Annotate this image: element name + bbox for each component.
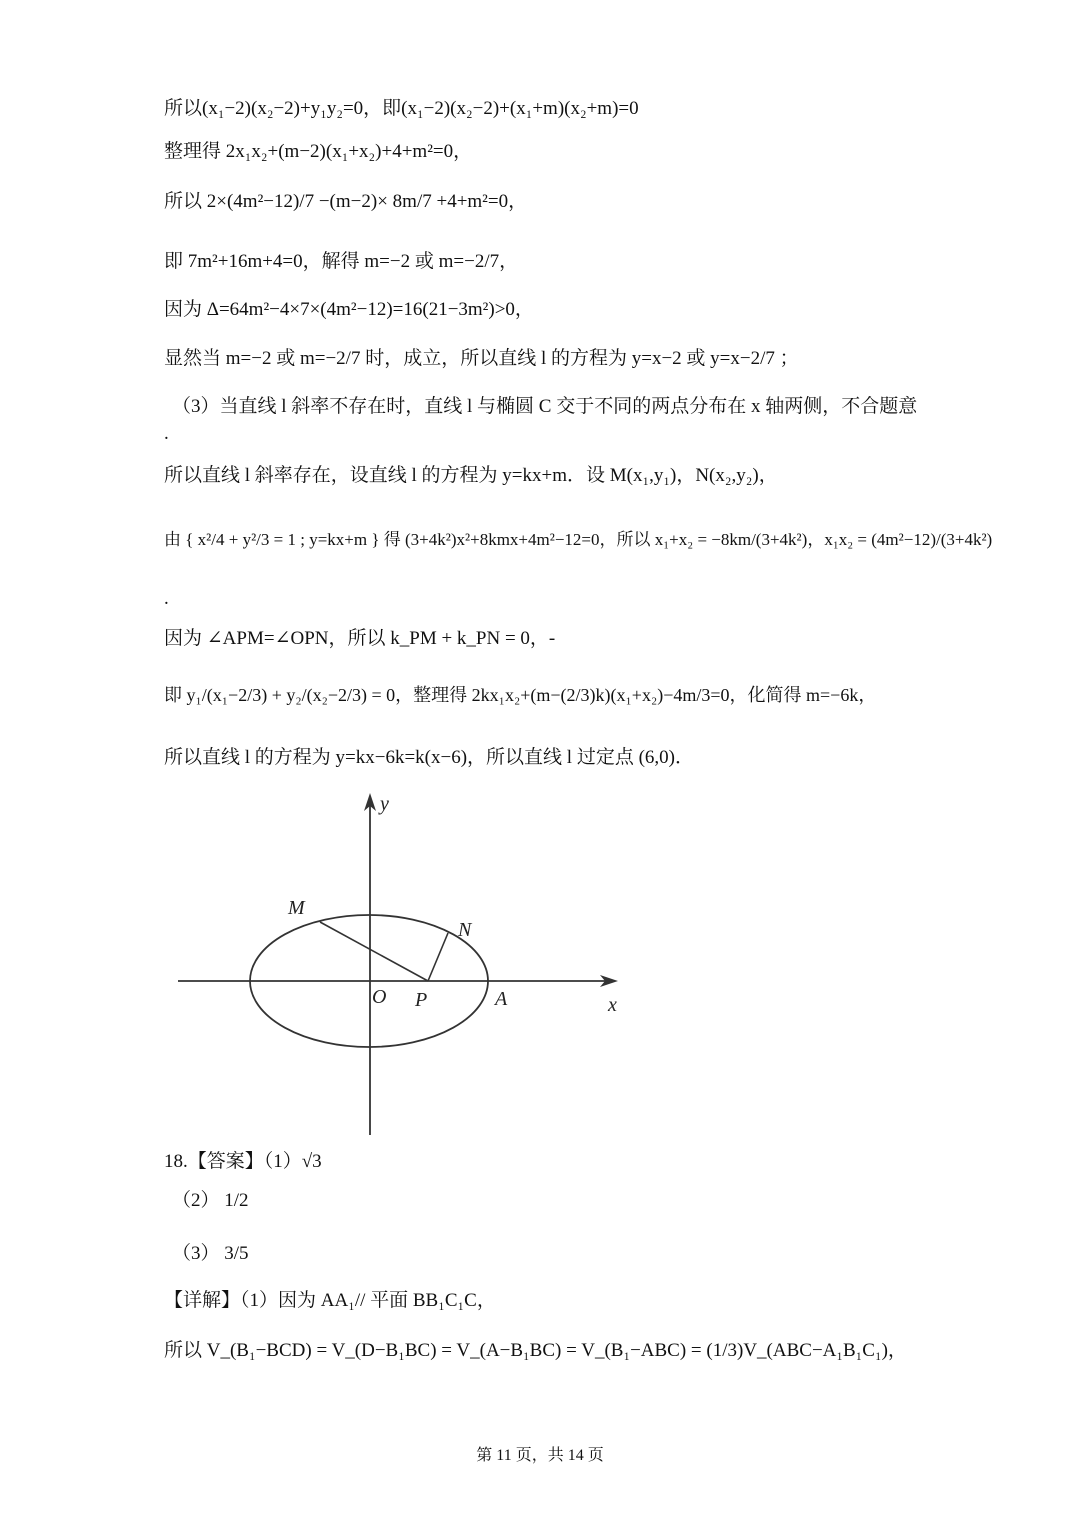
label-p: P: [415, 989, 428, 1011]
text-line: 整理得 2x₁x₂+(m−2)(x₁+x₂)+4+m²=0，: [164, 141, 473, 162]
text-line: .: [164, 423, 169, 444]
detail-heading: 【详解】（1）因为 AA₁// 平面 BB₁C₁C，: [164, 1290, 496, 1311]
answer-heading: 18.【答案】（1）√3: [164, 1151, 322, 1172]
text-line: 所以 2×(4m²−12)/7 −(m−2)× 8m/7 +4+m²=0，: [164, 191, 528, 212]
text-line: 即 y₁/(x₁−2/3) + y₂/(x₂−2/3) = 0，整理得 2kx₁x₂+(m−(2/3)k)(x₁+x₂)−4m/3=0，化简得 m=−6k，: [164, 685, 877, 705]
text-line: 因为 Δ=64m²−4×7×(4m²−12)=16(21−3m²)>0，: [164, 299, 534, 320]
label-y: y: [380, 793, 389, 815]
text-line: 由 { x²/4 + y²/3 = 1 ; y=kx+m } 得 (3+4k²)x²+8kmx+4m²−12=0，所以 x₁+x₂ = −8km/(3+4k²)，x₁x₂ = (4m²−12)/(3+4k²): [164, 530, 993, 549]
text-line: 所以 V_(B₁−BCD) = V_(D−B₁BC) = V_(A−B₁BC) = V_(B₁−ABC) = (1/3)V_(ABC−A₁B₁C₁)，: [164, 1340, 907, 1361]
label-o: O: [372, 986, 387, 1008]
text-line: 因为 ∠APM=∠OPN，所以 k_PM + k_PN = 0，-: [164, 628, 556, 649]
segment-pm: [320, 922, 428, 981]
label-n: N: [458, 919, 472, 941]
segment-pn: [428, 933, 448, 981]
answer-part-2: （2） 1/2: [172, 1190, 249, 1211]
text-line: （3）当直线 l 斜率不存在时，直线 l 与椭圆 C 交于不同的两点分布在 x 轴两侧，不合题意: [172, 396, 918, 417]
text-line: .: [164, 588, 169, 609]
text-line: 即 7m²+16m+4=0，解得 m=−2 或 m=−2/7，: [164, 251, 519, 272]
text-line: 所以直线 l 的方程为 y=kx−6k=k(x−6)，所以直线 l 过定点 (6,0)．: [164, 747, 694, 768]
text-line: 所以直线 l 斜率存在，设直线 l 的方程为 y=kx+m．设 M(x₁,y₁)，N(x₂,y₂)，: [164, 465, 778, 486]
text-line: 所以(x₁−2)(x₂−2)+y₁y₂=0，即(x₁−2)(x₂−2)+(x₁+m)(x₂+m)=0: [164, 98, 639, 119]
label-a: A: [495, 988, 508, 1010]
answer-part-3: （3） 3/5: [172, 1243, 249, 1264]
label-x: x: [608, 994, 617, 1016]
text-line: 显然当 m=−2 或 m=−2/7 时，成立，所以直线 l 的方程为 y=x−2 或 y=x−2/7 ；: [164, 348, 799, 369]
page-footer: 第 11 页，共 14 页: [476, 1447, 604, 1464]
label-m: M: [288, 897, 305, 919]
